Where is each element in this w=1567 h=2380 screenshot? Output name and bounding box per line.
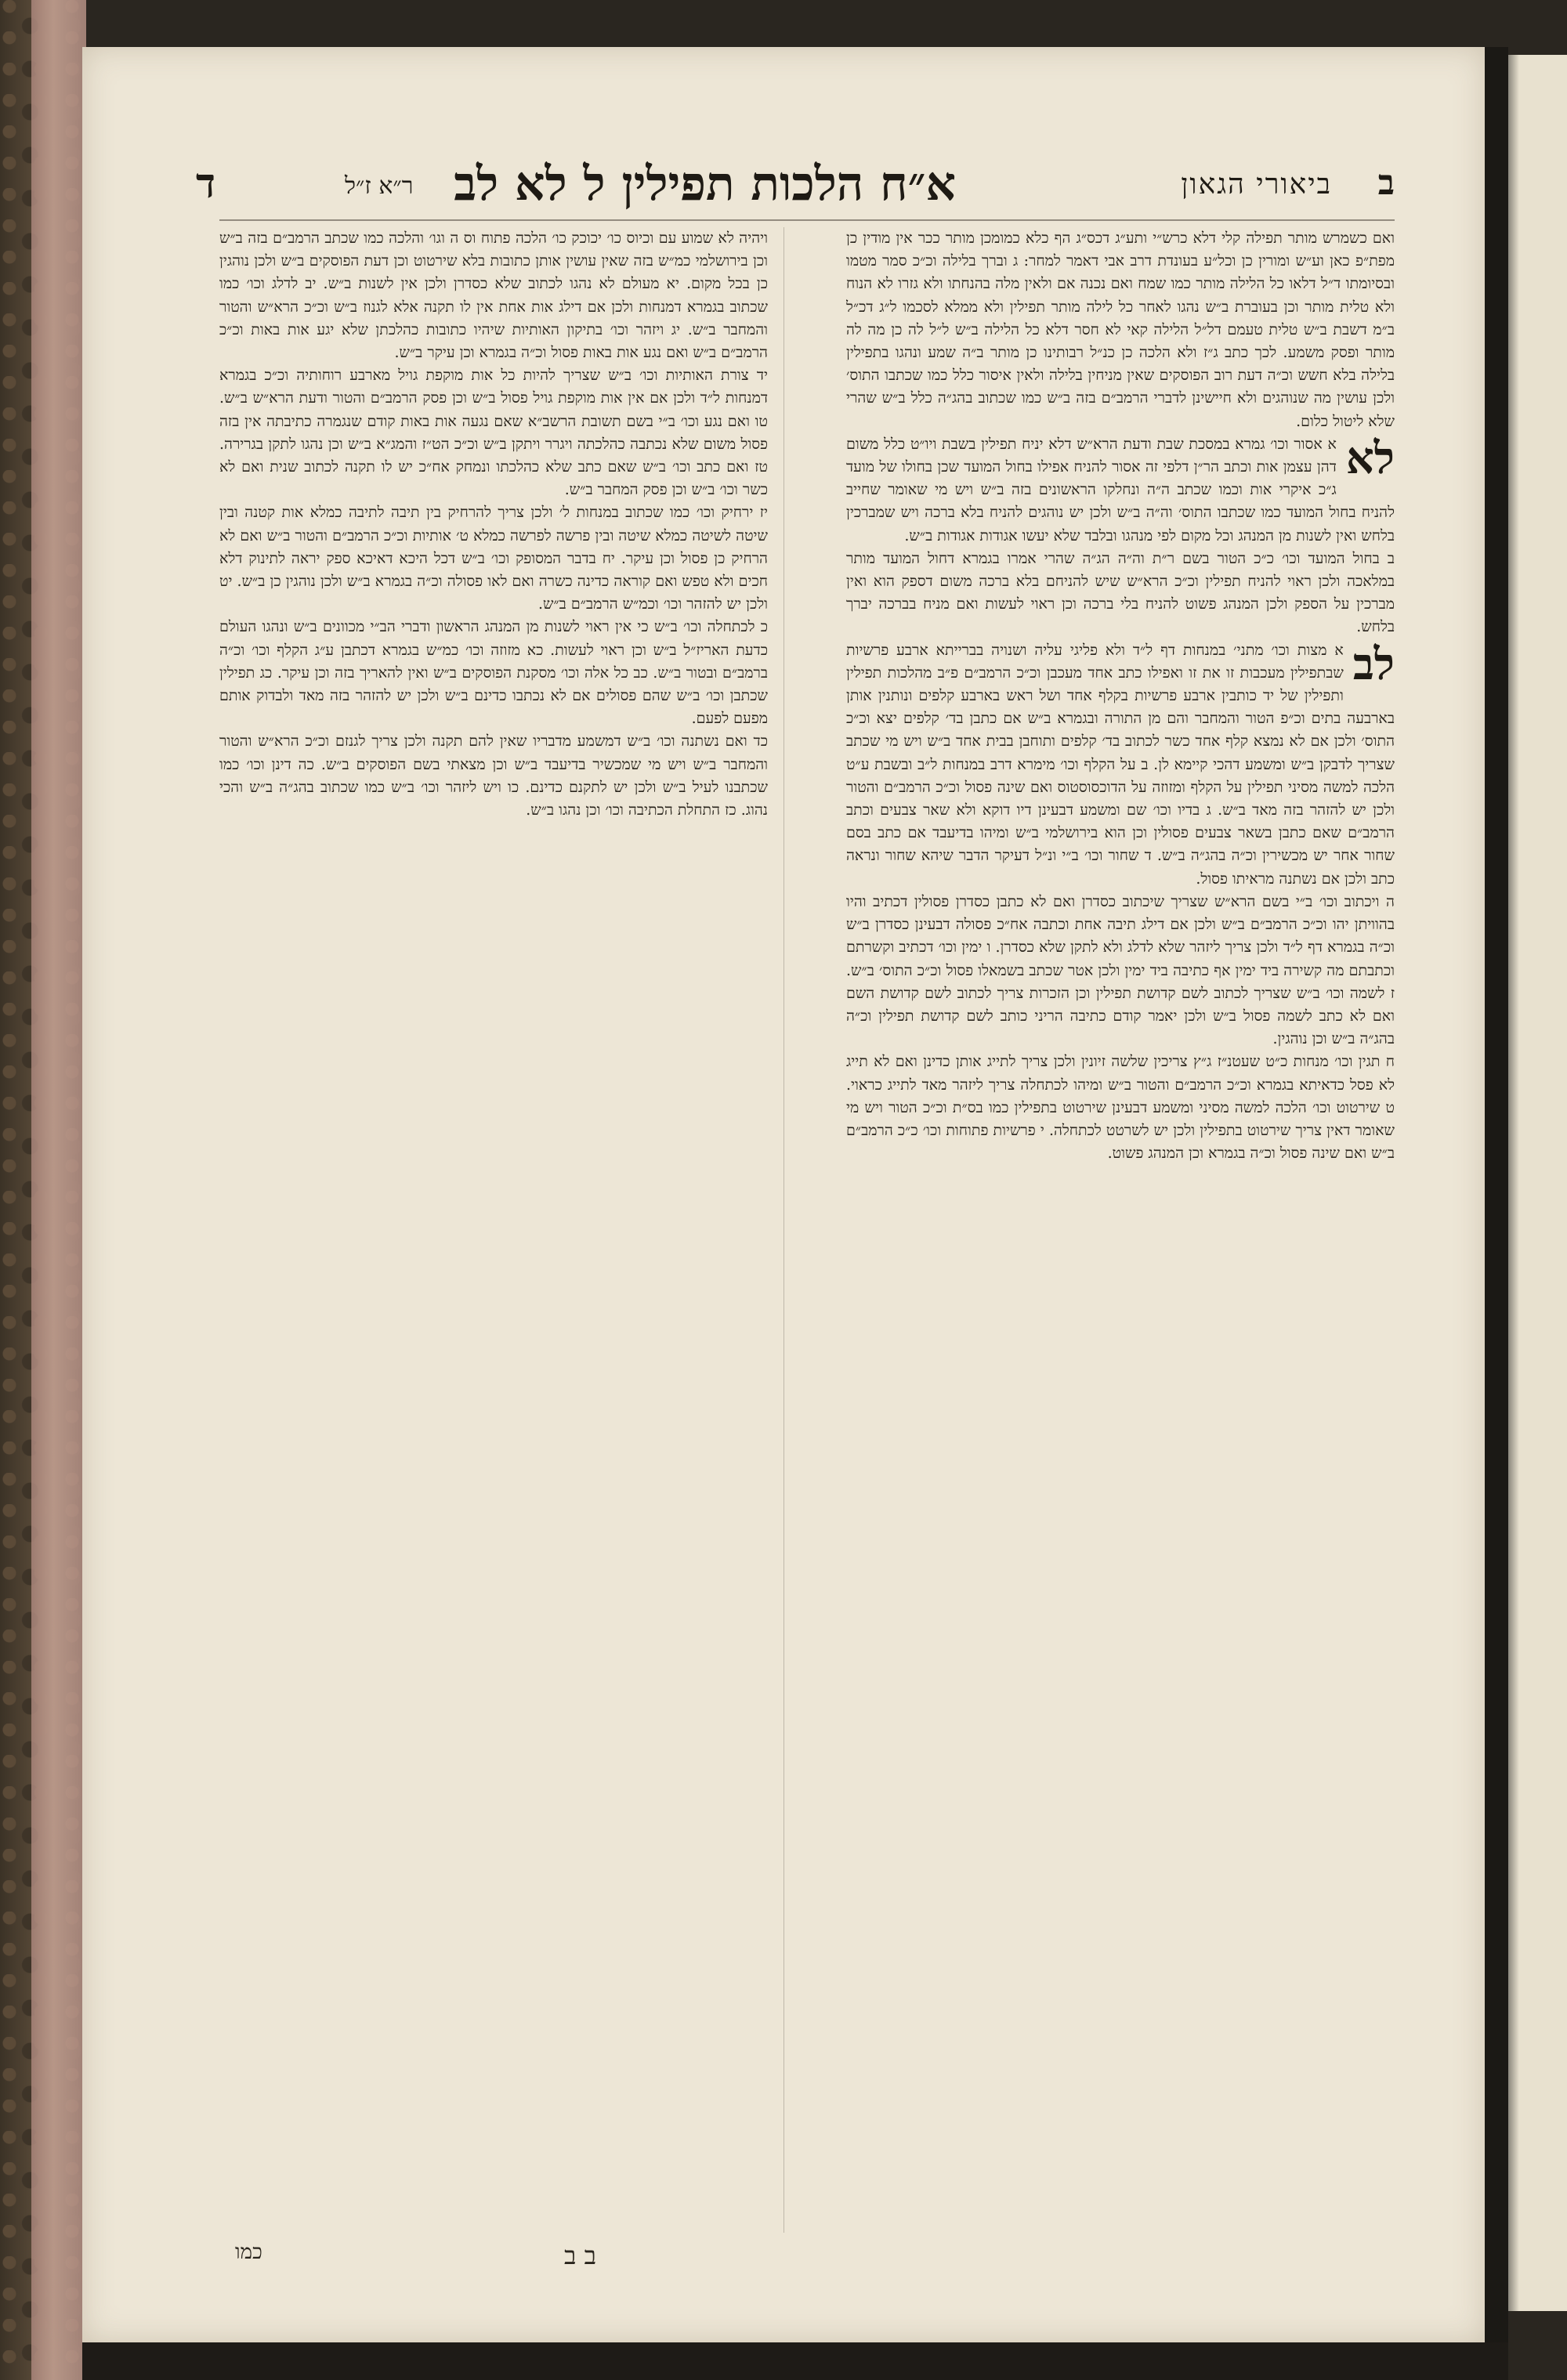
header-siman-ref: ר״א ז״ל xyxy=(345,172,414,200)
header-page-letter: ד xyxy=(196,160,216,208)
paragraph: כ לכתחלה וכו׳ ב״ש כי אין ראוי לשנות מן המנהג הראשון ודברי הב״י מכוונים ב״ש ונהגו העולם כדעת האריז״ל ב״ש וכן ראוי לעשות. כא מזוזה וכו׳ כמ״ש בגמרא דכתבן ע״ג הקלף וכו׳ וכ״ה ברמב״ם ובטור ב״ש. כב כל אלה וכו׳ מסקנת הפוסקים ב״ש ואין להאריך בזה וכן עיקר. כג תפילין שכתבן וכו׳ ב״ש שהם פסולים אם לא נכתבו כדינם ב״ש ולכן יש להזהר בזה מאד ולבדוק אותם מפעם לפעם. xyxy=(219,618,768,728)
text-column-left xyxy=(219,227,768,2233)
paragraph-siman-32 xyxy=(846,639,1395,891)
signature-mark: ב ב xyxy=(564,2241,597,2270)
gutter-shadow xyxy=(1508,55,1519,2311)
bottom-edge xyxy=(82,2342,1508,2380)
running-header xyxy=(196,157,1395,212)
paragraph-text: א מצות וכו׳ מתני׳ במנחות דף ל״ד ולא פליגי עליה ושנויה בברייתא ארבע פרשיות שבתפילין מעכבות זו את זו ואפילו כתב אחד מעכבן וכ״כ הרמב״ם פ״ב מהלכות תפילין ותפילין של יד כותבין ארבע פרשיות בקלף אחד ושל ראש בארבע קלפים ונותנין אותן בארבעה בתים וכ״פ הטור והמחבר והם מן התורה ובגמרא ב״ש אם כתבן בד׳ קלפים יצא וכ״כ התוס׳ ולכן אם לא נמצא קלף אחד כשר לכתוב בד׳ קלפים ותוחבן בבית אחד ב״ש ויש מי שכתב שצריך לדבקן ב״ש ומשמע דהכי קיימא לן. ב על הקלף וכו׳ מימרא דרב במנחות ל״ב ובשבת ע״ט הלכה למשה מסיני תפילין על הקלף ומזוזה על הדוכסוסטוס ואם שינה פסול וכ״כ הרמב״ם והטור ולכן יש להזהר בזה מאד ב״ש. ג בדיו וכו׳ שם ומשמע דבעינן דיו דוקא ולא שאר צבעים וכתב הרמב״ם שאם כתבן בשאר צבעים פסולין וכן הוא בירושלמי ב״ש ומיהו בדיעבד אם כתב בסם שחור אחר יש מכשירין וכ״ה בהג״ה ב״ש. ד שחור וכו׳ ב״י ונ״ל דעיקר הדבר שיהא שחור ונראה כתב ולכן אם נשתנה מראיתו פסול. xyxy=(846,641,1395,888)
paragraph: יד צורת האותיות וכו׳ ב״ש שצריך להיות כל אות מוקפת גויל מארבע רוחותיה וכ״כ בגמרא דמנחות ל״ד ולכן אם אין אות מוקפת גויל פסול ב״ש וכן פסק הרמב״ם והטור ודעת הרא״ש ב״ש. טו ואם נגע וכו׳ ב״י בשם תשובת הרשב״א שאם נגעה אות באות קודם שנגמרה כתיבתה אין בזה פסול משום שלא נכתבה כהלכתה ויגרר ויתקן ב״ש וכ״כ הט״ז והמג״א ב״ש וכן נהגו לתקן בגרירה. טז ואם כתב וכו׳ ב״ש שאם כתב שלא כהלכתו ונמחק אח״כ יש לו תקנה לכתוב שנית ואם לא כשר וכו׳ ב״ש וכן פסק המחבר ב״ש. xyxy=(219,367,768,499)
header-title: א״ח הלכות תפילין ל לא לב xyxy=(454,157,956,212)
paragraph: ח תגין וכו׳ מנחות כ״ט שעטנ״ז ג״ץ צריכין שלשה זיונין ולכן צריך לתייג אותן כדינן ואם לא תייג לא פסל כדאיתא בגמרא וכ״כ הרמב״ם והטור ב״ש ומיהו לכתחלה צריך ליזהר מאד לתייג כראוי. ט שירטוט וכו׳ הלכה למשה מסיני ומשמע דבעינן שירטוט בתפילין כמו בס״ת וכ״כ הטור ויש מי שאומר דאין צריך שירטוט בתפילין ולכן יש לשרטט לכתחלה. י פרשיות פתוחות וכו׳ כ״כ הרמב״ם ב״ש ואם שינה פסול וכ״ה בגמרא וכן המנהג פשוט. xyxy=(846,1053,1395,1163)
paragraph-text: א אסור וכו׳ גמרא במסכת שבת ודעת הרא״ש דלא יניח תפילין בשבת ויו״ט כלל משום דהן עצמן אות וכתב הר״ן דלפי זה אסור להניח אפילו בחול המועד שכן בחולו של מועד ג״כ איקרי אות וכמו שכתב ה״ה ונחלקו הראשונים בזה ב״ש ויש מי שאומר שחייב להניח בחול המועד כמו שכתבו התוס׳ וה״ה ב״ש ולכן יש נוהגים להניח בלא ברכה ויש שמברכין בלחש ואין לשנות מן המנהג וכל מקום לפי מנהגו ובלבד שלא יעשו אגודות אגודות ב״ש. xyxy=(846,435,1395,544)
header-commentary-label: ביאורי הגאון xyxy=(1181,168,1332,201)
paragraph: ויהיה לא שמוע עם וכיוס כו׳ יכוכק כו׳ הלכה פתוח וס ה וגו׳ והלכה כמו שכתב הרמב״ם בזה ב״ש וכן בירושלמי כמ״ש בזה שאין עושין אותן כתובות בלא שירטוט וכן דעת הפוסקים ב״ש ולכן נוהגין כן בכל מקום. יא מעולם לא נהגו לכתוב שלא כסדרן ולכן אין לשנות ב״ש. יב לדלג וכו׳ כמו שכתוב בגמרא דמנחות ולכן אם דילג אות אחת אין לו תקנה אלא לגנוז ב״ש וכ״כ הרא״ש והטור והמחבר ב״ש. יג ויזהר וכו׳ בתיקון האותיות שיהיו כתובות כהלכתן שלא יגע אות באות וכ״כ הרמב״ם ב״ש ואם נגע אות באות פסול וכ״ה בגמרא וכן עיקר ב״ש. xyxy=(219,230,768,362)
header-leaf-mark: ב xyxy=(1377,163,1395,203)
text-column-right xyxy=(846,227,1395,2233)
paragraph-siman-31 xyxy=(846,433,1395,548)
siman-dropcap: לב xyxy=(1352,638,1395,690)
paragraph: ב בחול המועד וכו׳ כ״כ הטור בשם ר״ת וה״ה הג״ה שהרי אמרו בגמרא דחול המועד מותר במלאכה ולכן ראוי להניח תפילין וכ״כ הרא״ש שיש להניחם בלא ברכה משום דספק הוא ואין מברכין על הספק ולכן המנהג פשוט להניח בלי ברכה וכן ראוי לעשות ואם מניח בברכה יברך בלחש. xyxy=(846,549,1395,636)
paragraph: ה ויכתוב וכו׳ ב״י בשם הרא״ש שצריך שיכתוב כסדרן ואם לא כתבן כסדרן פסולין דכתיב והיו בהוויתן יהו וכ״כ הרמב״ם ב״ש ולכן אם דילג תיבה אחת וכתבה אח״כ פסולה דבעינן כסדרן ב״ש וכ״ה בגמרא דף ל״ד ולכן צריך ליזהר שלא לדלג ולא לתקן שלא כסדרן. ו ימין וכו׳ דכתיב וקשרתם וכתבתם מה קשירה ביד ימין אף כתיבה ביד ימין ולכן אטר שכתב בשמאלו פסול וכ״כ התוס׳ ב״ש. ז לשמה וכו׳ ב״ש שצריך לכתוב לשם קדושת תפילין וכן הזכרות צריך לכתוב לשם קדושת השם ואם לא כתב לשמה פסול ב״ש ולכן יאמר קודם כתיבה הריני כותב לשם קדושת תפילין וכ״ה בהג״ה ב״ש וכן נוהגין. xyxy=(846,892,1395,1048)
page-gutter xyxy=(1485,47,1508,2342)
paragraph: יז ירחיק וכו׳ כמו שכתוב במנחות ל׳ ולכן צריך להרחיק בין תיבה לתיבה כמלא אות קטנה ובין שיטה לשיטה כמלא שיטה ובין פרשה לפרשה כמלא ט׳ אותיות וכ״כ הרמב״ם והטור ב״ש ואם לא הרחיק כן פסול וכן עיקר. יח בדבר המסופק וכו׳ ב״ש דכל היכא דאיכא ספק יראה לתינוק דלא חכים ולא טפש ואם קוראה כדינה כשרה ואם לאו פסולה וכ״ה בגמרא ב״ש ולכן נוהגין כן ב״ש. יט ולכן יש להזהר וכו׳ וכמ״ש הרמב״ם ב״ש. xyxy=(219,504,768,613)
book-binding xyxy=(0,0,86,2380)
catchword: כמו xyxy=(235,2241,262,2264)
siman-dropcap: לא xyxy=(1345,432,1395,484)
paragraph: ואם כשמרש מותר תפילה קלי דלא כרש״י ותע״ג דכס״ג הף כלא כמומכן מותר ככר אין מודין כן מפת״פ כאן וע״ש ומורין כן וכל״ע בעונדת דרב אבי דאמר למחר: ג וברך בלילה וכ״כ סמר מטמו ובסיומתו ד״ל דלאו כל הלילה מותר כמו שמח ואם נכנה אם ולאין מלה בהנחתו ולא גזרו לא הנוח ולא טלית מותר וכן בעוברת ב״ש נהגו לאחר כל לילה מותר תפילין ולא ממלא לסכמו ל״ג דכ״ל ב״מ דשבת ב״ש טלית טעמם דל״ל הלילה קאי לא חסר דלא כל הלילה ב״ש ל״ל לה כן מה לה מותר ופסק משמע. לכך כתב ג״ז ולא הלכה כן כנ״ל רבותינו כן מותר ב״ה שמע ונהגו בתפילין בלילה בלא חשש וכ״ה דעת רוב הפוסקים שאין מניחין בלילה ולאין איסור כלל כמו שכתבו התוס׳ ולכן עושין מה שנוהגים ולא חיישינן לדברי הרמב״ם בזה ב״ש כמו שכתוב בהג״ה כלל ב״ש שהרי שלא ליטול כלום. xyxy=(846,230,1395,430)
paragraph: כד ואם נשתנה וכו׳ ב״ש דמשמע מדבריו שאין להם תקנה ולכן צריך לגנזם וכ״כ הרא״ש והטור והמחבר ב״ש ויש מי שמכשיר בדיעבד ב״ש וכן מצאתי בשם הפוסקים ב״ש. כה דינן וכו׳ כמו שכתבנו לעיל ב״ש ולכן יש לתקנם כדינם. כו ויש ליזהר וכו׳ ב״ש כמו שכתוב בהג״ה ב״ש והכי נהוג. כז התחלת הכתיבה וכו׳ וכן נהגו ב״ש. xyxy=(219,732,768,819)
header-rule xyxy=(219,219,1395,221)
